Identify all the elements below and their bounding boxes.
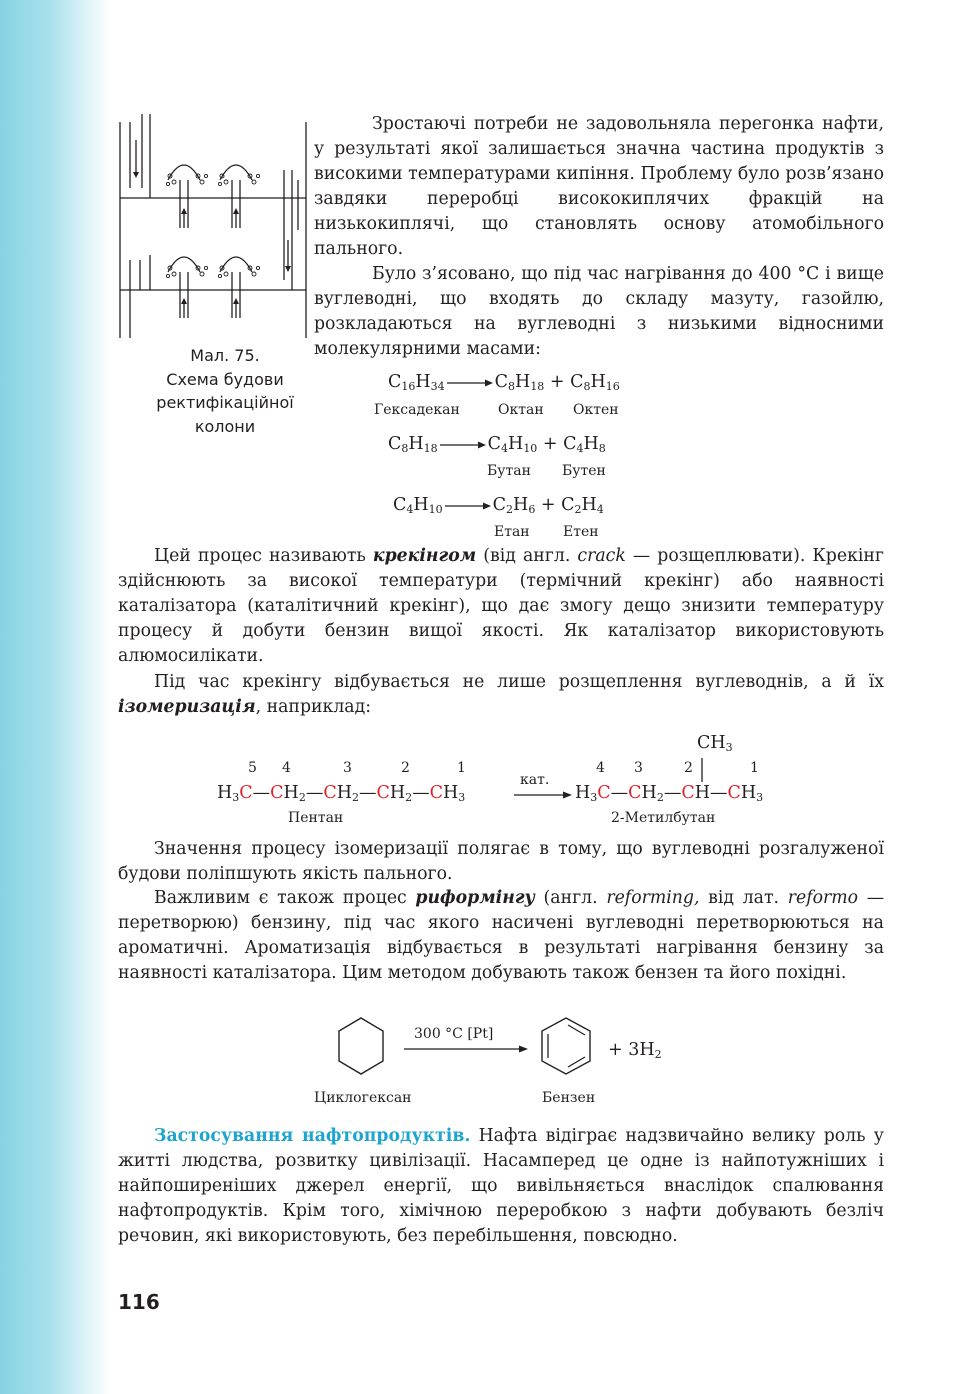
carbon-number: 5 [248, 760, 257, 776]
reaction-3: $C_4H_{10}$ $C_2H_6 + C_2H_4$ [393, 495, 604, 516]
text: + 3H [608, 1040, 655, 1060]
name-butane: Бутан [487, 463, 531, 479]
text: Під час крекінгу відбувається не лише розщеплення вуглеводнів, а й їх [154, 672, 884, 692]
reaction-arrow [404, 1044, 528, 1054]
cyclohexane-structure [336, 1016, 386, 1080]
carbon-number: 1 [750, 760, 759, 776]
name-benzene: Бензен [542, 1090, 596, 1106]
text: — розщеплювати). Крекінг здійснюють за високої температури (термічний крекінг) або наявності каталізатора (каталітичний крекінг), що дає змогу дещо знизити температуру процесу й добути бензин вищої якості. Як каталізатор використовують алюмосилікати. [118, 546, 884, 666]
paragraph-reforming [118, 886, 884, 986]
carbon-number: 2 [684, 760, 693, 776]
branch-bond [700, 758, 704, 782]
paragraph-cracking [118, 544, 884, 669]
carbon-number: 3 [343, 760, 352, 776]
paragraph-cracking-conditions: Було з’ясовано, що під час нагрівання до 400 °С і вище вуглеводні, що входять до складу мазуту, газойлю, розкладаються на вуглеводні з низькими відносними молекулярними масами: [314, 264, 884, 359]
name-octane: Октан [498, 402, 544, 418]
name-ethane: Етан [494, 524, 530, 540]
caption-line: Схема будови [166, 369, 284, 389]
page-margin-band [0, 0, 112, 1394]
section-heading: Застосування нафтопродуктів. [154, 1126, 471, 1146]
name-cyclohexane: Циклогексан [314, 1090, 412, 1106]
term-cracking: крекінгом [372, 546, 477, 566]
benzene-structure [538, 1016, 594, 1080]
paragraph-isomerization-value: Значення процесу ізомеризації полягає в тому, що вуглеводні розгалуженої будови поліпшують якість пального. [118, 839, 884, 884]
paragraph-intro: Зростаючі потреби не задовольняла перегонка нафти, у результаті якої залишається значна частина продуктів з високими температурами кипіння. Проблему було розв’язано завдяки переробці висококиплячих фракцій на низькокиплячі, що становлять основу атомобільного пального. [314, 114, 884, 259]
carbon-number: 4 [282, 760, 291, 776]
text: Важливим є також процес [154, 888, 416, 908]
text: 2 [654, 1048, 662, 1061]
text: — перетворюю) бензину, під час якого насичені вуглеводні перетворюються на ароматичні. Ароматизація відбувається в результаті нагрівання бензину за наявності каталізатора. Цим методом добувають також бензен та його похідні. [118, 888, 884, 983]
name-ethene: Етен [563, 524, 599, 540]
carbon-number: 1 [457, 760, 466, 776]
carbon-number: 4 [596, 760, 605, 776]
term-latin: reformo [787, 888, 859, 908]
paragraph-isomerization [118, 670, 884, 720]
methyl-branch: $CH_3$ [697, 733, 733, 754]
hydrogen-byproduct [608, 1040, 662, 1061]
rectification-column-diagram [116, 110, 316, 342]
term-reforming: риформінгу [415, 888, 535, 908]
text: Нафта відіграє надзвичайно велику роль у житті людства, розвитку цивілізації. Насамперед це одне із найпотужніших і найпоширеніших джерел енергії, що вивільняється внаслідок спалювання нафтопродуктів. Крім того, хімічною переробкою з нафти добувають безліч речовин, які використовують, без перебільшення, повсюдно. [118, 1126, 884, 1246]
term-english: reforming, [606, 888, 700, 908]
catalyst-label: кат. [520, 772, 550, 788]
caption-line: Мал. 75. [190, 346, 260, 365]
term-isomerization: ізомеризація [118, 697, 256, 717]
page-number: 116 [118, 1290, 160, 1314]
term-english: crack [577, 546, 626, 566]
caption-line: колони [194, 416, 256, 436]
reaction-arrow [514, 790, 572, 800]
name-methylbutane: 2-Метилбутан [611, 810, 716, 826]
name-octene: Октен [573, 402, 619, 418]
name-pentane: Пентан [288, 810, 344, 826]
figure-caption [150, 344, 300, 438]
name-hexadecane: Гексадекан [374, 402, 460, 418]
text: (англ. [534, 888, 607, 908]
carbon-number: 2 [401, 760, 410, 776]
methylbutane-formula: $H_3C—CH_2—CH—CH_3$ [575, 783, 764, 804]
caption-line: ректифікаційної [156, 393, 294, 412]
name-butene: Бутен [562, 463, 606, 479]
reaction-1: $C_{16}H_{34}$ $C_8H_{18} + C_8H_{16}$ [388, 372, 620, 393]
carbon-number: 3 [634, 760, 643, 776]
pentane-formula: $H_3C—CH_2—CH_2—CH_2—CH_3$ [217, 783, 466, 804]
text: , наприклад: [255, 697, 372, 717]
text: Цей процес називають [154, 546, 373, 566]
reaction-2: $C_8H_{18}$ $C_4H_{10} + C_4H_8$ [388, 434, 606, 455]
text: від лат. [699, 888, 788, 908]
reaction-conditions: 300 °C [Pt] [414, 1026, 494, 1042]
text: (від англ. [476, 546, 578, 566]
paragraph-applications [118, 1124, 884, 1249]
